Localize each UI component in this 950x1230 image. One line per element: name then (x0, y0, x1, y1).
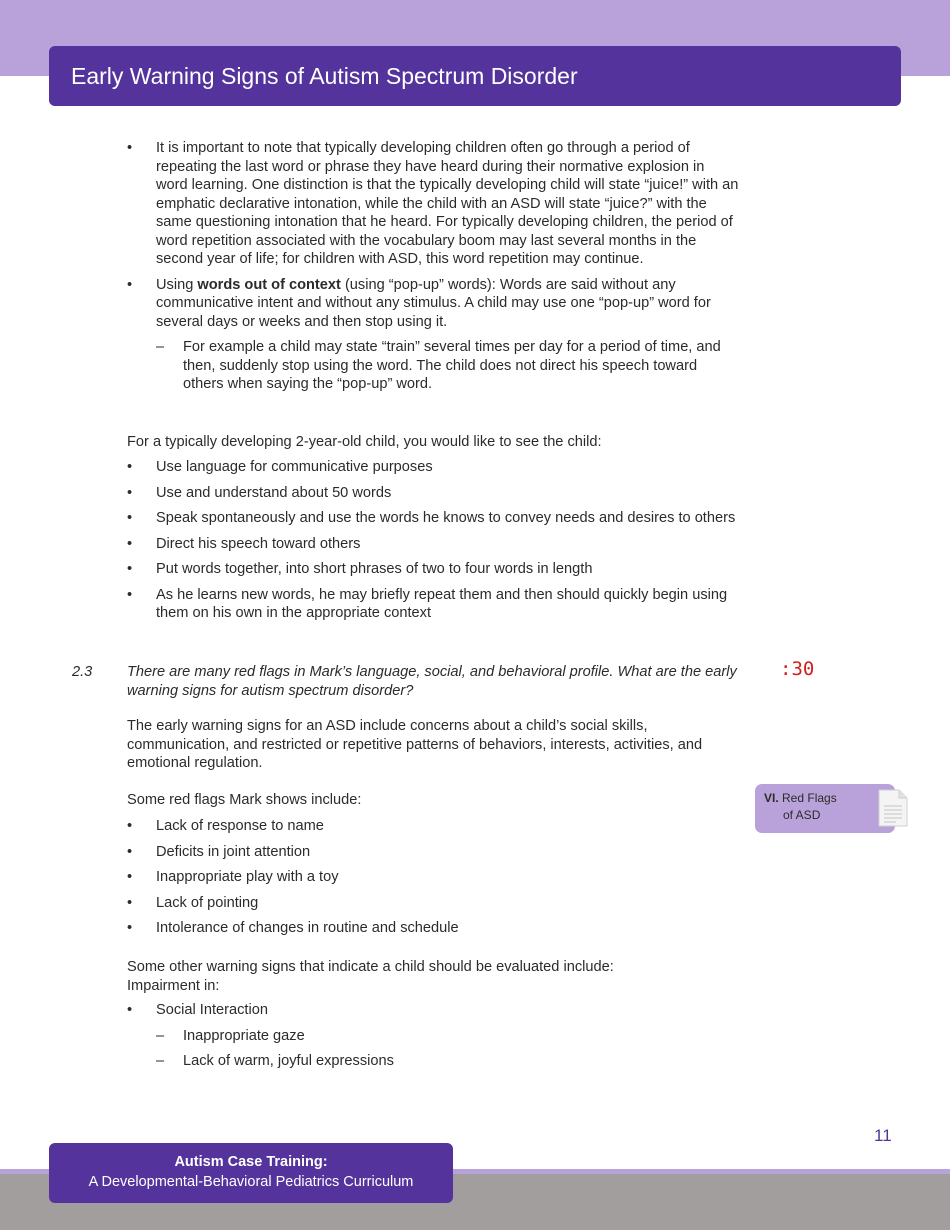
list-item (127, 484, 739, 503)
other-signs-list (127, 1001, 739, 1078)
bullet-marker: • (127, 535, 133, 552)
section-tab-label: Red Flags (782, 791, 837, 805)
typical-list (127, 458, 739, 630)
list-subitem (127, 338, 739, 394)
dash-marker: – (156, 1027, 165, 1044)
bullet-marker: • (127, 586, 133, 603)
bullet-marker: • (127, 818, 133, 834)
list-subitem (127, 1027, 739, 1046)
bullet-marker: • (127, 561, 133, 577)
bullet-marker: • (127, 140, 133, 156)
bullet-marker: • (127, 1002, 133, 1018)
list-item-text: Lack of response to name (156, 818, 324, 834)
list-item-text: Inappropriate play with a toy (156, 869, 339, 885)
section-tab-label: of ASD (783, 808, 821, 822)
list-item-text: For example a child may state “train” several times per day for a period of time, and then, suddenly stop using the word. The child does not direct his speech toward others when saying the “pop-up” word. (183, 339, 721, 392)
list-item-text: Social Interaction (156, 1002, 268, 1018)
list-item-bold-term: words out of context (197, 276, 341, 293)
bullet-marker: • (127, 459, 133, 475)
bullet-marker: • (127, 510, 133, 526)
footer-subtitle: A Developmental-Behavioral Pediatrics Curriculum (88, 1174, 414, 1190)
list-item (127, 509, 739, 528)
list-item (127, 894, 739, 913)
list-item (127, 276, 739, 332)
list-item-text: Deficits in joint attention (156, 843, 311, 860)
bullet-marker: • (127, 843, 133, 860)
answer-paragraph: The early warning signs for an ASD include concerns about a child’s social skills, communication, and restricted or repetitive patterns of behaviors, interests, activities, and emotional regulation. (127, 718, 703, 771)
top-bullet-list (127, 139, 739, 401)
bullet-marker: • (127, 869, 133, 885)
list-item-text: Speak spontaneously and use the words he knows to convey needs and desires to others (156, 510, 736, 526)
list-item (127, 843, 739, 862)
bullet-marker: • (127, 920, 133, 936)
list-item (127, 560, 739, 579)
list-item-text: (using “pop-up” words): Words are said without any communicative intent and without any stimulus. A child may use one “pop-up” word for several days or weeks and then stop using it. (156, 276, 711, 330)
section-roman-numeral: VI. (764, 791, 779, 805)
other-signs-intro-line: Impairment in: (127, 977, 220, 994)
section-side-tab[interactable] (755, 784, 895, 833)
list-item-text: Lack of warm, joyful expressions (183, 1053, 394, 1069)
list-item-text: Lack of pointing (156, 894, 259, 911)
question-text: There are many red flags in Mark’s language, social, and behavioral profile. What are the early warning signs for autism spectrum disorder? (127, 664, 737, 699)
list-item-text: As he learns new words, he may briefly repeat them and then should quickly begin using them on his own in the appropriate context (156, 586, 728, 621)
list-item-text: It is important to note that typically developing children often go through a period of repeating the last word or phrase they have heard during their normative explosion in word learning. One distinction is that the typically developing child will state “juice!” with an emphatic declarative intonation, while the child with an ASD will state “juice?” with the same questioning intonation that he heard. For typically developing children, the period of word repetition associated with the vocabulary boom may last several months in the second year of life; for children with ASD, this word repetition may continue. (156, 140, 739, 267)
bullet-marker: • (127, 484, 133, 501)
list-item (127, 458, 739, 477)
other-signs-intro (127, 958, 739, 995)
page-number: 11 (874, 1126, 892, 1145)
list-item (127, 817, 739, 836)
list-item (127, 1001, 739, 1020)
list-item-prefix: Using (156, 276, 198, 293)
dash-marker: – (156, 339, 165, 355)
document-icon[interactable] (878, 789, 908, 827)
list-subitem (127, 1052, 739, 1071)
red-flags-list (127, 817, 739, 945)
list-item (127, 919, 739, 938)
list-item-text: Put words together, into short phrases of two to four words in length (156, 561, 593, 577)
page-title: Early Warning Signs of Autism Spectrum Disorder (49, 46, 901, 106)
list-item (127, 868, 739, 887)
list-item-text: Use and understand about 50 words (156, 484, 392, 501)
bullet-marker: • (127, 894, 133, 911)
typical-intro: For a typically developing 2-year-old child, you would like to see the child: (127, 434, 602, 450)
list-item (127, 139, 739, 269)
other-signs-intro-line: Some other warning signs that indicate a child should be evaluated include: (127, 959, 614, 975)
list-item-text: Inappropriate gaze (183, 1027, 305, 1044)
list-item (127, 535, 739, 554)
list-item-text: Use language for communicative purposes (156, 459, 433, 475)
footer-title: Autism Case Training: (174, 1154, 328, 1170)
red-flags-intro: Some red flags Mark shows include: (127, 792, 362, 808)
dash-marker: – (156, 1053, 165, 1069)
footer-curriculum-box (49, 1143, 453, 1203)
timer-label: :30 (780, 658, 815, 680)
list-item (127, 586, 739, 623)
list-item-text: Direct his speech toward others (156, 535, 361, 552)
bullet-marker: • (127, 276, 133, 293)
list-item-text: Intolerance of changes in routine and schedule (156, 920, 459, 936)
question-number: 2.3 (72, 664, 93, 680)
